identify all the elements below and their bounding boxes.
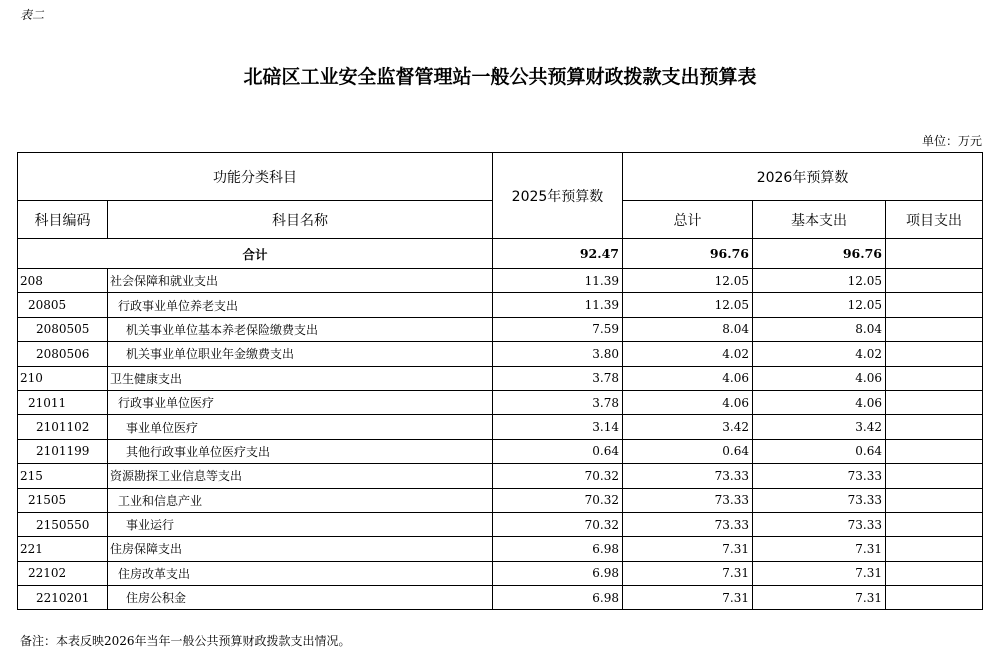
row-project [886, 317, 983, 341]
header-total: 总计 [623, 201, 753, 239]
row-project [886, 415, 983, 439]
row-code: 20805 [18, 293, 108, 317]
row-total: 73.33 [623, 464, 753, 488]
table-number: 表二 [20, 8, 45, 22]
row-basic: 7.31 [753, 586, 886, 610]
row-code: 21505 [18, 488, 108, 512]
row-name: 事业单位医疗 [108, 415, 493, 439]
total-prev: 92.47 [493, 239, 623, 269]
row-total: 73.33 [623, 512, 753, 536]
row-code: 210 [18, 366, 108, 390]
row-basic: 8.04 [753, 317, 886, 341]
table-row [18, 366, 983, 390]
row-basic: 0.64 [753, 439, 886, 463]
footnote: 备注：本表反映2026年当年一般公共预算财政拨款支出情况。 [20, 634, 351, 648]
row-total: 73.33 [623, 488, 753, 512]
row-basic: 7.31 [753, 537, 886, 561]
row-total: 7.31 [623, 561, 753, 585]
total-label: 合计 [18, 239, 493, 269]
row-basic: 3.42 [753, 415, 886, 439]
row-project [886, 366, 983, 390]
row-basic: 73.33 [753, 488, 886, 512]
row-name: 资源勘探工业信息等支出 [108, 464, 493, 488]
row-basic: 4.06 [753, 366, 886, 390]
row-total: 0.64 [623, 439, 753, 463]
row-name: 事业运行 [108, 512, 493, 536]
row-code: 2080505 [18, 317, 108, 341]
header-prev-budget: 2025年预算数 [493, 153, 623, 239]
row-project [886, 586, 983, 610]
table-row [18, 439, 983, 463]
row-code: 221 [18, 537, 108, 561]
row-total: 7.31 [623, 586, 753, 610]
row-name: 住房改革支出 [108, 561, 493, 585]
row-total: 4.06 [623, 390, 753, 414]
row-name: 住房保障支出 [108, 537, 493, 561]
row-prev-budget: 3.78 [493, 366, 623, 390]
unit-label: 单位：万元 [921, 134, 982, 148]
table-row [18, 293, 983, 317]
row-basic: 4.06 [753, 390, 886, 414]
row-basic: 12.05 [753, 269, 886, 293]
row-prev-budget: 70.32 [493, 512, 623, 536]
row-name: 行政事业单位医疗 [108, 390, 493, 414]
header-row-1 [18, 153, 983, 201]
row-prev-budget: 3.14 [493, 415, 623, 439]
row-code: 2210201 [18, 586, 108, 610]
row-basic: 4.02 [753, 342, 886, 366]
row-prev-budget: 3.78 [493, 390, 623, 414]
header-project: 项目支出 [886, 201, 983, 239]
row-total: 12.05 [623, 269, 753, 293]
row-prev-budget: 6.98 [493, 537, 623, 561]
total-row [18, 239, 983, 269]
table-row [18, 586, 983, 610]
row-prev-budget: 3.80 [493, 342, 623, 366]
table-row [18, 537, 983, 561]
row-project [886, 269, 983, 293]
table-row [18, 512, 983, 536]
row-name: 机关事业单位职业年金缴费支出 [108, 342, 493, 366]
row-prev-budget: 6.98 [493, 586, 623, 610]
row-prev-budget: 0.64 [493, 439, 623, 463]
header-func-class: 功能分类科目 [18, 153, 493, 201]
row-project [886, 464, 983, 488]
row-prev-budget: 70.32 [493, 488, 623, 512]
row-project [886, 488, 983, 512]
row-name: 工业和信息产业 [108, 488, 493, 512]
row-code: 215 [18, 464, 108, 488]
row-name: 卫生健康支出 [108, 366, 493, 390]
row-prev-budget: 7.59 [493, 317, 623, 341]
row-total: 12.05 [623, 293, 753, 317]
table-row [18, 488, 983, 512]
row-name: 社会保障和就业支出 [108, 269, 493, 293]
row-code: 208 [18, 269, 108, 293]
row-name: 其他行政事业单位医疗支出 [108, 439, 493, 463]
row-code: 2101199 [18, 439, 108, 463]
row-name: 住房公积金 [108, 586, 493, 610]
row-project [886, 512, 983, 536]
header-basic: 基本支出 [753, 201, 886, 239]
header-curr-budget: 2026年预算数 [623, 153, 983, 201]
row-total: 4.06 [623, 366, 753, 390]
header-code: 科目编码 [18, 201, 108, 239]
row-code: 2150550 [18, 512, 108, 536]
page-title: 北碚区工业安全监督管理站一般公共预算财政拨款支出预算表 [243, 66, 757, 88]
row-name: 机关事业单位基本养老保险缴费支出 [108, 317, 493, 341]
row-project [886, 537, 983, 561]
table-row [18, 317, 983, 341]
row-total: 7.31 [623, 537, 753, 561]
table-row [18, 342, 983, 366]
header-name: 科目名称 [108, 201, 493, 239]
row-project [886, 342, 983, 366]
table-row [18, 269, 983, 293]
row-project [886, 293, 983, 317]
row-basic: 73.33 [753, 512, 886, 536]
budget-table [17, 152, 983, 610]
row-prev-budget: 11.39 [493, 269, 623, 293]
table-row [18, 464, 983, 488]
row-code: 22102 [18, 561, 108, 585]
row-prev-budget: 70.32 [493, 464, 623, 488]
row-total: 4.02 [623, 342, 753, 366]
row-total: 3.42 [623, 415, 753, 439]
row-project [886, 561, 983, 585]
row-prev-budget: 11.39 [493, 293, 623, 317]
table-row [18, 561, 983, 585]
row-total: 8.04 [623, 317, 753, 341]
row-code: 2101102 [18, 415, 108, 439]
row-basic: 7.31 [753, 561, 886, 585]
row-project [886, 390, 983, 414]
row-basic: 73.33 [753, 464, 886, 488]
row-code: 21011 [18, 390, 108, 414]
row-prev-budget: 6.98 [493, 561, 623, 585]
row-name: 行政事业单位养老支出 [108, 293, 493, 317]
row-basic: 12.05 [753, 293, 886, 317]
table-row [18, 390, 983, 414]
total-basic: 96.76 [753, 239, 886, 269]
row-project [886, 439, 983, 463]
table-row [18, 415, 983, 439]
row-code: 2080506 [18, 342, 108, 366]
total-project [886, 239, 983, 269]
total-total: 96.76 [623, 239, 753, 269]
